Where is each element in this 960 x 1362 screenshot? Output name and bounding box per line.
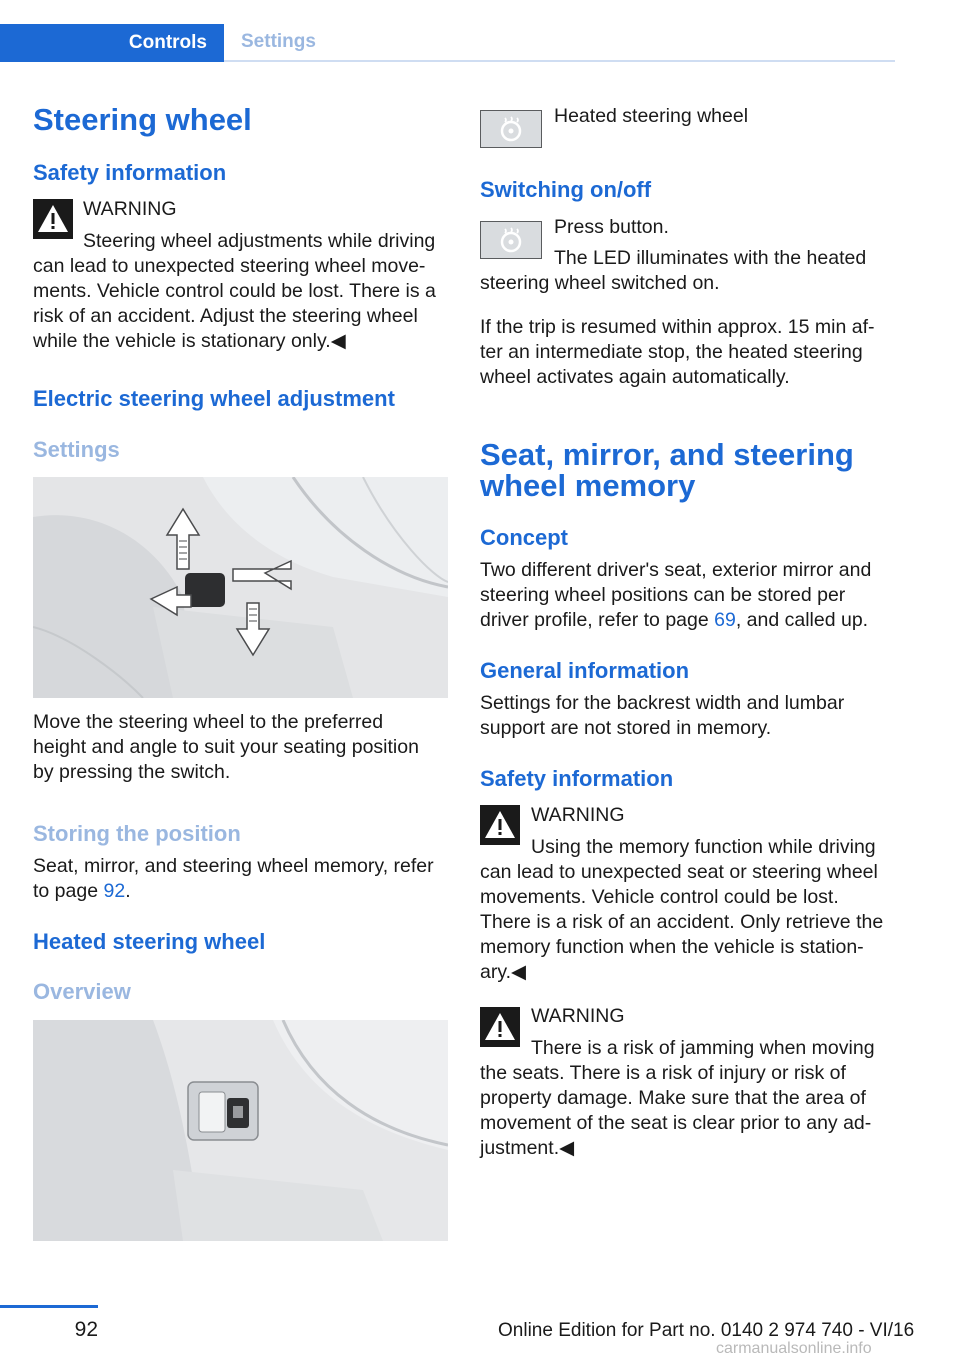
section-title-steering-wheel: Steering wheel (33, 102, 252, 137)
warning-icon (33, 199, 73, 239)
warning-label: WARNING (531, 804, 625, 826)
general-text-line: Settings for the backrest width and lumbar (480, 692, 845, 714)
concept-text-fragment: driver profile, refer to page (480, 609, 715, 631)
warning-text-line: movements. Vehicle control could be lost. (480, 886, 839, 908)
header-divider (224, 60, 895, 62)
heading-safety-information: Safety information (33, 160, 227, 185)
tab-settings[interactable]: Settings (241, 31, 316, 52)
warning-text-line: movement of the seat is clear prior to any ad- (480, 1112, 872, 1134)
heading-safety-information: Safety information (480, 766, 674, 791)
heading-storing-position: Storing the position (33, 821, 241, 846)
warning-text-line: justment.◀ (480, 1137, 575, 1159)
warning-text-line: risk of an accident. Adjust the steering wheel (33, 305, 418, 327)
warning-text-line: There is a risk of an accident. Only retrieve the (480, 911, 884, 933)
page-number: 92 (74, 1318, 98, 1341)
heading-electric-adjustment: Electric steering wheel adjustment (33, 386, 395, 411)
warning-icon (480, 805, 520, 845)
concept-text-line: Two different driver's seat, exterior mirror and (480, 559, 872, 581)
general-text-line: support are not stored in memory. (480, 717, 772, 739)
move-text-line: height and angle to suit your seating position (33, 736, 419, 758)
warning-text-line: Steering wheel adjustments while driving (83, 230, 436, 252)
warning-text-line: There is a risk of jamming when moving (531, 1037, 875, 1059)
steering-adjust-switch-image (33, 477, 448, 698)
warning-text-line: while the vehicle is stationary only.◀ (33, 330, 346, 352)
heading-general-information: General information (480, 658, 690, 683)
press-button-text: Press button. (554, 216, 669, 238)
warning-text-line: the seats. There is a risk of injury or risk of (480, 1062, 846, 1084)
page-header (0, 0, 895, 62)
warning-label: WARNING (531, 1005, 625, 1027)
trip-text-line: If the trip is resumed within approx. 15 min af- (480, 316, 875, 338)
warning-text-line: ary.◀ (480, 961, 527, 983)
storing-text-line (33, 879, 131, 904)
heading-switching-on-off: Switching on/off (480, 177, 652, 202)
warning-text-line: memory function when the vehicle is station- (480, 936, 864, 958)
trip-text-line: wheel activates again automatically. (480, 366, 790, 388)
led-text-line: steering wheel switched on. (480, 272, 720, 294)
section-title-memory: wheel memory (480, 468, 696, 503)
heading-settings: Settings (33, 437, 120, 462)
heated-steering-label: Heated steering wheel (554, 105, 749, 127)
heated-steering-button-icon (480, 110, 542, 148)
heading-overview: Overview (33, 979, 131, 1004)
warning-text-line: property damage. Make sure that the area of (480, 1087, 866, 1109)
concept-text-line (480, 608, 868, 633)
trip-text-line: ter an intermediate stop, the heated steering (480, 341, 863, 363)
footer-divider (0, 1305, 98, 1308)
heading-heated-steering-wheel: Heated steering wheel (33, 929, 266, 954)
page-link-92[interactable]: 92 (103, 880, 126, 902)
warning-icon (480, 1007, 520, 1047)
storing-text-fragment: . (125, 880, 131, 902)
led-text-line: The LED illuminates with the heated (554, 247, 867, 269)
warning-text-line: Using the memory function while driving (531, 836, 876, 858)
move-text-line: by pressing the switch. (33, 761, 231, 783)
warning-text-line: ments. Vehicle control could be lost. There is a (33, 280, 436, 302)
edition-footer: Online Edition for Part no. 0140 2 974 740 - VI/16 (498, 1320, 915, 1341)
concept-text-fragment: , and called up. (735, 609, 869, 631)
heated-steering-button-image (33, 1020, 448, 1241)
heading-concept: Concept (480, 525, 568, 550)
concept-text-line: steering wheel positions can be stored per (480, 584, 846, 606)
page-link-69[interactable]: 69 (714, 609, 736, 631)
move-text-line: Move the steering wheel to the preferred (33, 711, 384, 733)
warning-text-line: can lead to unexpected steering wheel move- (33, 255, 426, 277)
heated-steering-button-icon (480, 221, 542, 259)
warning-label: WARNING (83, 198, 177, 220)
storing-text-fragment: to page (33, 880, 104, 902)
storing-text-line: Seat, mirror, and steering wheel memory, refer (33, 855, 434, 877)
warning-text-line: can lead to unexpected seat or steering wheel (480, 861, 878, 883)
tab-controls[interactable]: Controls (0, 24, 224, 62)
watermark: carmanualsonline.info (716, 1340, 872, 1357)
section-title-memory: Seat, mirror, and steering (480, 437, 854, 472)
